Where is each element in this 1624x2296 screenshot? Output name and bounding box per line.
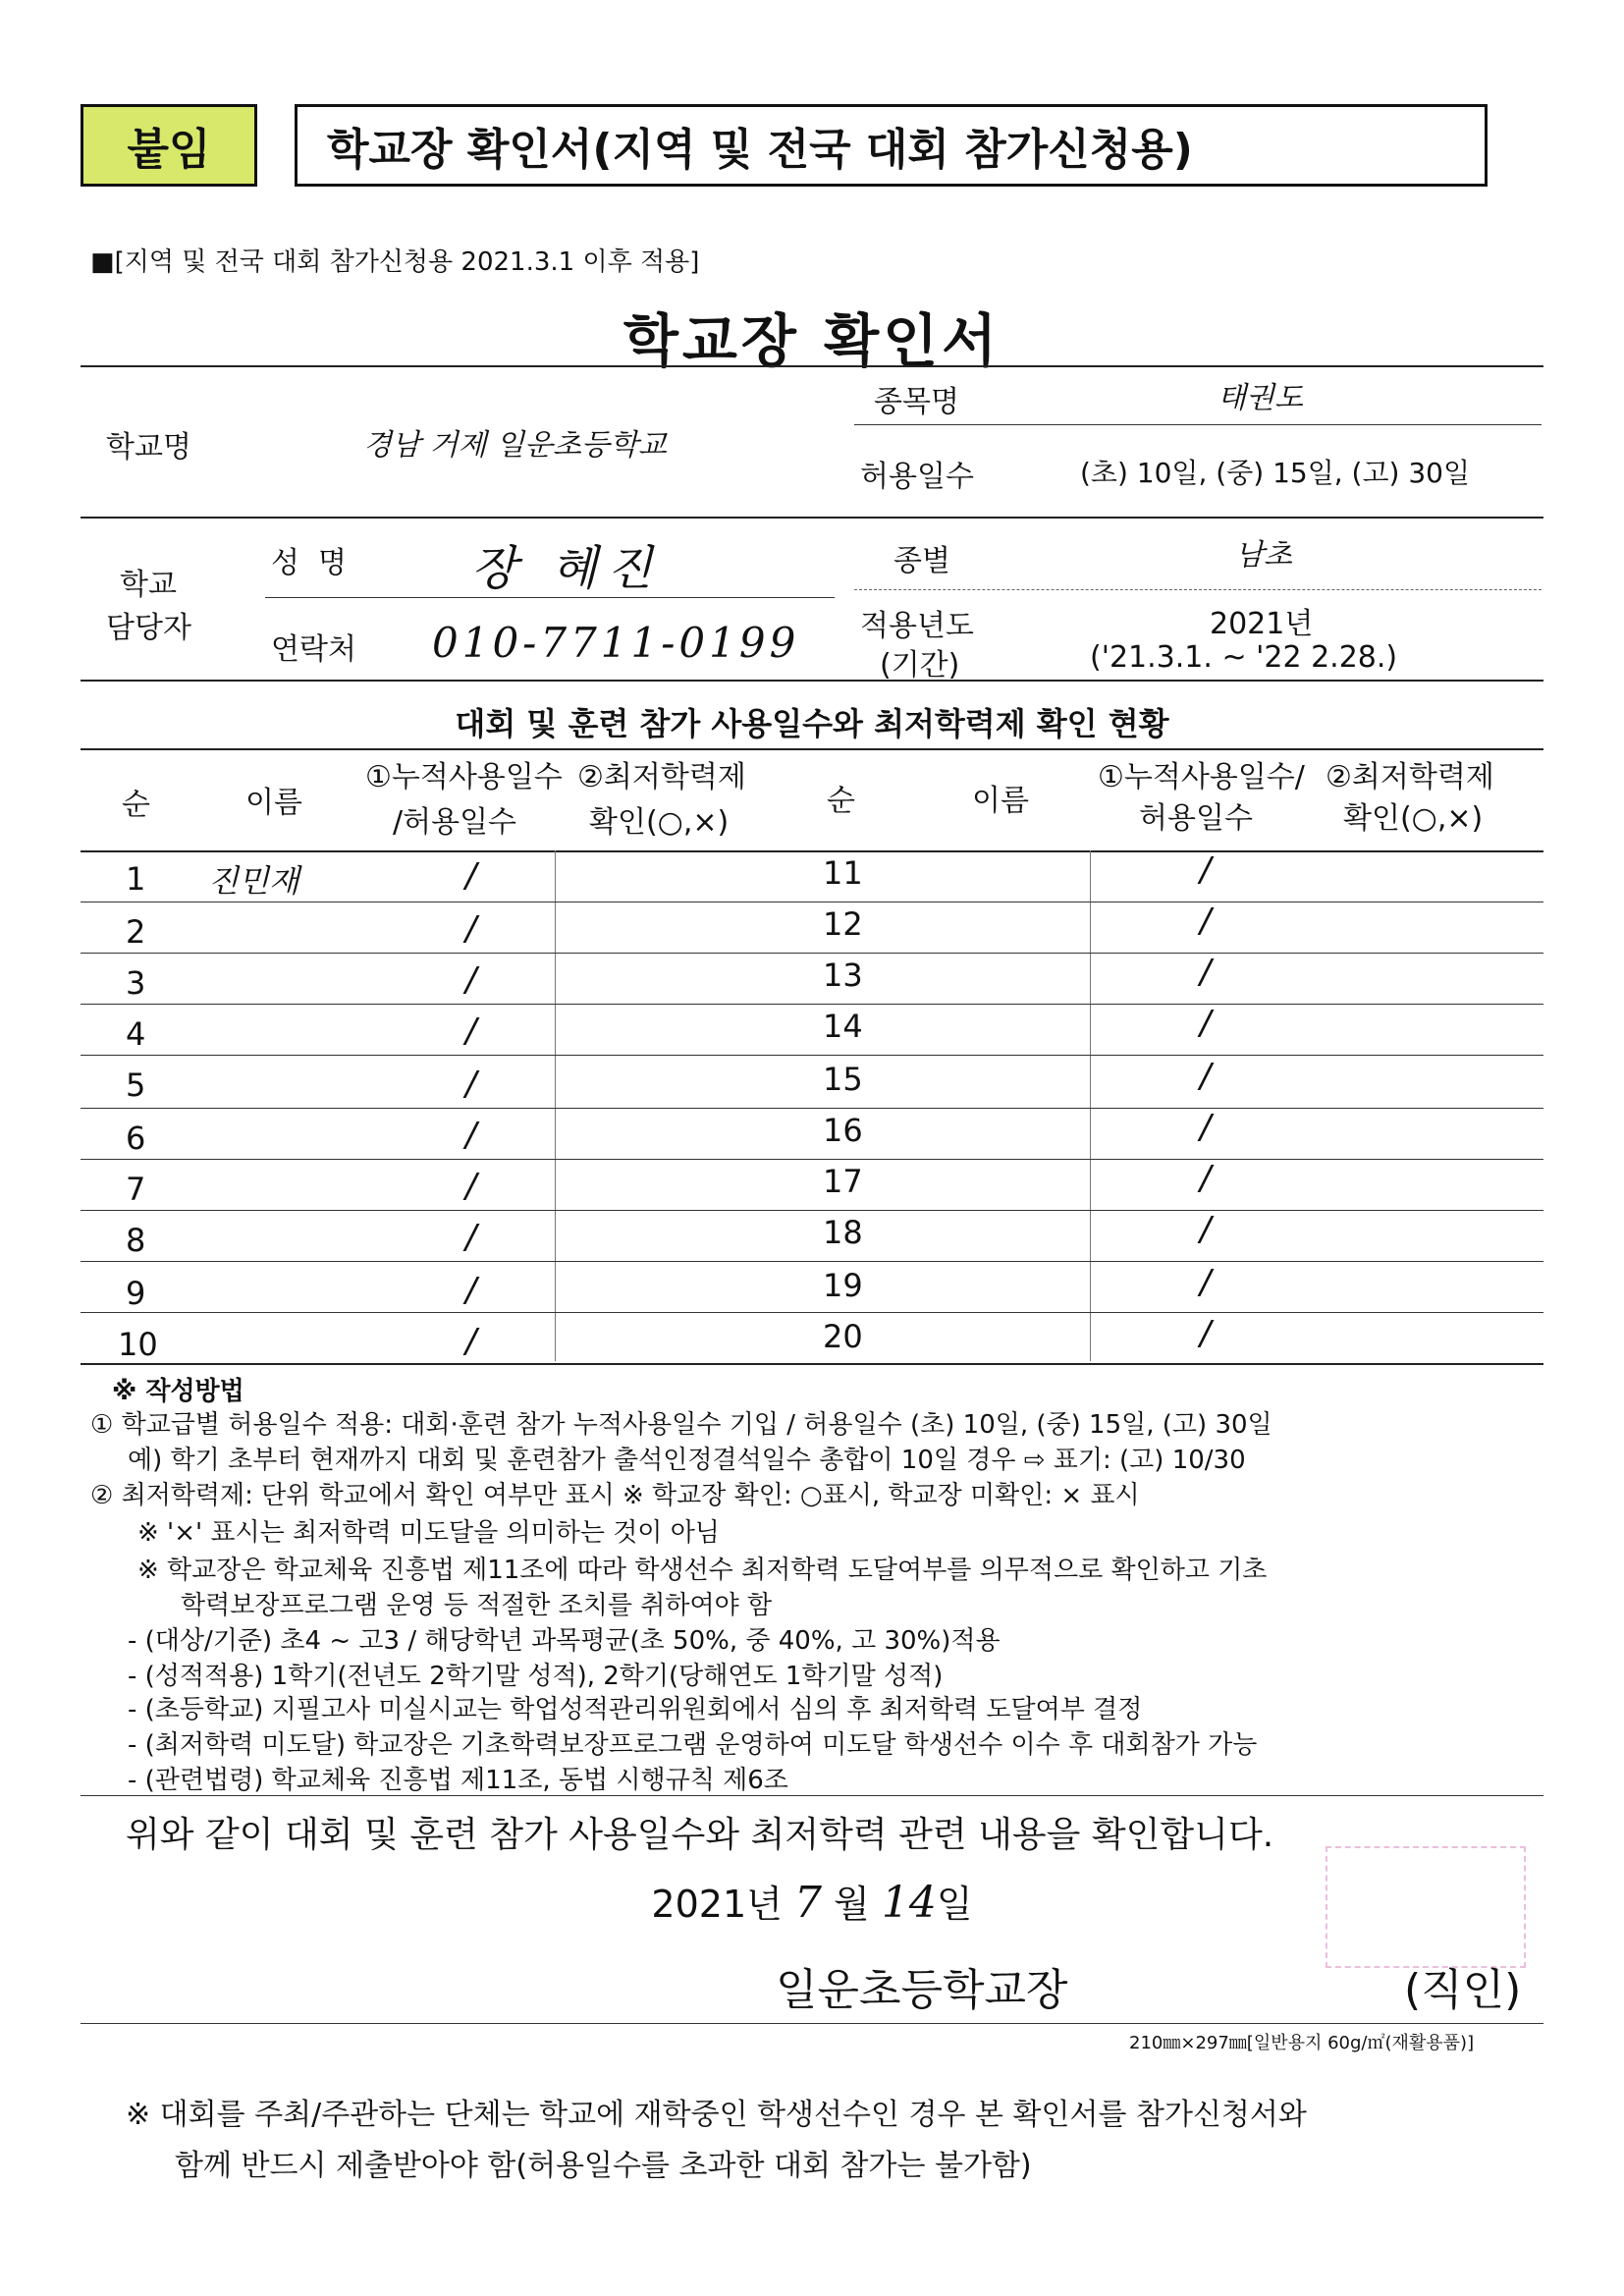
row-no: 14 xyxy=(823,1008,863,1045)
days-slash: / xyxy=(465,1065,477,1104)
note-line: - (최저학력 미도달) 학교장은 기초학력보장프로그램 운영하여 미도달 학생선수 이수 후 대회참가 가능 xyxy=(128,1730,1258,1760)
row-no: 11 xyxy=(823,854,863,892)
note-line: 예) 학기 초부터 현재까지 대회 및 훈련참가 출석인정결석일수 총합이 10일 경우 ⇨ 표기: (고) 10/30 xyxy=(128,1446,1246,1475)
column-divider xyxy=(555,850,556,1361)
row-no: 7 xyxy=(126,1171,146,1208)
staff-label: 학교 xyxy=(120,568,177,602)
page-title: 학교장 확인서 xyxy=(623,307,1001,374)
note-line: - (성적적용) 1학기(전년도 2학기말 성적), 2학기(당해연도 1학기말 성적) xyxy=(128,1662,944,1691)
row-divider xyxy=(81,1210,1543,1211)
days-slash: / xyxy=(1200,1057,1212,1096)
row-divider xyxy=(81,1004,1543,1005)
year-value: 2021년 xyxy=(1210,607,1314,641)
confirmation-text: 위와 같이 대회 및 훈련 참가 사용일수와 최저학력 관련 내용을 확인합니다. xyxy=(126,1815,1274,1855)
col-header-min: ②최저학력제 xyxy=(577,760,746,794)
col-header-name: 이름 xyxy=(972,784,1029,818)
days-slash: / xyxy=(465,1011,477,1051)
contact-label: 연락처 xyxy=(271,632,356,667)
divider xyxy=(81,748,1543,750)
row-divider xyxy=(81,1055,1543,1056)
days-slash: / xyxy=(465,1116,477,1155)
divider xyxy=(81,2023,1543,2024)
contact-value: 010-7711-0199 xyxy=(432,619,800,667)
year-label: (기간) xyxy=(880,648,960,683)
divider xyxy=(81,517,1543,519)
days-slash: / xyxy=(465,1322,477,1361)
row-no: 13 xyxy=(823,957,863,994)
days-slash: / xyxy=(1200,1314,1212,1353)
document-header-title: 학교장 확인서(지역 및 전국 대회 참가신청용) xyxy=(295,104,1488,187)
days-slash: / xyxy=(465,909,477,949)
date-month: 7 xyxy=(793,1878,822,1928)
row-no: 9 xyxy=(126,1275,146,1312)
days-slash: / xyxy=(465,856,477,896)
sport-value: 태권도 xyxy=(1218,381,1303,415)
row-divider xyxy=(81,1261,1543,1262)
days-slash: / xyxy=(465,1167,477,1206)
school-label: 학교명 xyxy=(106,430,191,465)
row-divider xyxy=(81,1312,1543,1313)
divider xyxy=(81,365,1543,367)
date-day-unit: 일 xyxy=(936,1883,973,1926)
footnote-line: 함께 반드시 제출받아야 함(허용일수를 초과한 대회 참가는 불가함) xyxy=(175,2149,1032,2183)
note-line: ※ 학교장은 학교체육 진흥법 제11조에 따라 학생선수 최저학력 도달여부를 의무적으로 확인하고 기초 xyxy=(137,1556,1268,1585)
gender-label: 종별 xyxy=(893,544,950,578)
row-no: 18 xyxy=(823,1214,863,1251)
col-header-min: 확인(○,×) xyxy=(1343,801,1484,836)
note-line: - (관련법령) 학교체육 진흥법 제11조, 동법 시행규칙 제6조 xyxy=(128,1766,788,1795)
row-divider xyxy=(81,1108,1543,1109)
allowed-days-value: (초) 10일, (중) 15일, (고) 30일 xyxy=(1080,457,1471,489)
note-line: - (초등학교) 지필고사 미실시교는 학업성적관리위원회에서 심의 후 최저학력 도달여부 결정 xyxy=(128,1695,1143,1724)
row-no: 4 xyxy=(126,1015,146,1053)
row-no: 17 xyxy=(823,1163,863,1200)
col-header-days: /허용일수 xyxy=(393,805,517,840)
year-period-value: ('21.3.1. ~ '22 2.28.) xyxy=(1090,640,1398,675)
paper-spec: 210㎜×297㎜[일반용지 60g/㎡(재활용품)] xyxy=(1129,2033,1475,2053)
row-no: 10 xyxy=(118,1326,158,1363)
days-slash: / xyxy=(465,1218,477,1257)
col-header-no: 순 xyxy=(827,784,855,818)
row-divider xyxy=(81,1159,1543,1160)
col-header-name: 이름 xyxy=(245,786,302,820)
attachment-badge: 붙임 xyxy=(81,104,257,187)
row-no: 15 xyxy=(823,1061,863,1098)
note-line: ① 학교급별 허용일수 적용: 대회·훈련 참가 누적사용일수 기입 / 허용일수 (초) 10일, (중) 15일, (고) 30일 xyxy=(90,1410,1272,1440)
divider xyxy=(854,589,1542,590)
days-slash: / xyxy=(1200,1159,1212,1198)
seal-label: (직인) xyxy=(1404,1965,1522,2015)
name-value: 장 혜진 xyxy=(471,541,663,596)
divider xyxy=(81,850,1543,852)
footnote-line: ※ 대회를 주최/주관하는 단체는 학교에 재학중인 학생선수인 경우 본 확인서를 참가신청서와 xyxy=(126,2098,1307,2132)
staff-label: 담당자 xyxy=(106,611,191,645)
row-no: 5 xyxy=(126,1066,146,1104)
gender-value: 남초 xyxy=(1235,538,1292,573)
signature-date xyxy=(0,1874,1624,1928)
note-line: - (대상/기준) 초4 ~ 고3 / 해당학년 과목평균(초 50%, 중 40%, 고 30%)적용 xyxy=(128,1626,1001,1656)
row-no: 3 xyxy=(126,964,146,1002)
divider xyxy=(81,1363,1543,1365)
allowed-days-label: 허용일수 xyxy=(860,460,974,494)
row-no: 8 xyxy=(126,1222,146,1259)
table-title: 대회 및 훈련 참가 사용일수와 최저학력제 확인 현황 xyxy=(455,705,1169,742)
divider xyxy=(81,680,1543,682)
row-no: 20 xyxy=(823,1318,863,1355)
row-no: 2 xyxy=(126,913,146,951)
row-no: 1 xyxy=(126,860,146,898)
row-no: 16 xyxy=(823,1112,863,1149)
row-no: 12 xyxy=(823,905,863,943)
name-label: 성 명 xyxy=(271,546,348,580)
column-divider xyxy=(1090,850,1091,1361)
days-slash: / xyxy=(1200,1108,1212,1147)
divider xyxy=(81,1795,1543,1796)
date-year: 2021년 xyxy=(651,1883,783,1926)
days-slash: / xyxy=(1200,1004,1212,1043)
col-header-days: ①누적사용일수/ xyxy=(1098,760,1305,794)
note-line: ※ '×' 표시는 최저학력 미도달을 의미하는 것이 아님 xyxy=(137,1518,720,1548)
days-slash: / xyxy=(465,960,477,1000)
days-slash: / xyxy=(1200,902,1212,941)
notes-heading: ※ 작성방법 xyxy=(112,1377,244,1406)
col-header-days: 허용일수 xyxy=(1139,801,1253,836)
date-month-unit: 월 xyxy=(834,1883,870,1926)
row-no: 6 xyxy=(126,1120,146,1157)
note-line: ② 최저학력제: 단위 학교에서 확인 여부만 표시 ※ 학교장 확인: ○표시, 학교장 미확인: × 표시 xyxy=(90,1481,1140,1510)
school-value: 경남 거제 일운초등학교 xyxy=(363,428,667,463)
row-no: 19 xyxy=(823,1267,863,1304)
col-header-min: 확인(○,×) xyxy=(589,805,730,840)
col-header-days: ①누적사용일수 xyxy=(365,760,563,794)
applicability-note: ■[지역 및 전국 대회 참가신청용 2021.3.1 이후 적용] xyxy=(90,247,700,277)
note-line: 학력보장프로그램 운영 등 적절한 조치를 취하여야 함 xyxy=(181,1591,773,1620)
col-header-no: 순 xyxy=(122,788,150,822)
days-slash: / xyxy=(1200,1210,1212,1249)
days-slash: / xyxy=(1200,1263,1212,1302)
days-slash: / xyxy=(465,1271,477,1310)
days-slash: / xyxy=(1200,850,1212,890)
col-header-min: ②최저학력제 xyxy=(1326,760,1494,794)
divider xyxy=(854,424,1542,425)
principal-title: 일운초등학교장 xyxy=(776,1965,1068,2015)
sport-label: 종목명 xyxy=(874,385,959,419)
row-divider xyxy=(81,953,1543,954)
days-slash: / xyxy=(1200,953,1212,992)
year-label: 적용년도 xyxy=(860,609,974,643)
date-day: 14 xyxy=(881,1878,937,1928)
row-name: 진민재 xyxy=(208,862,299,900)
